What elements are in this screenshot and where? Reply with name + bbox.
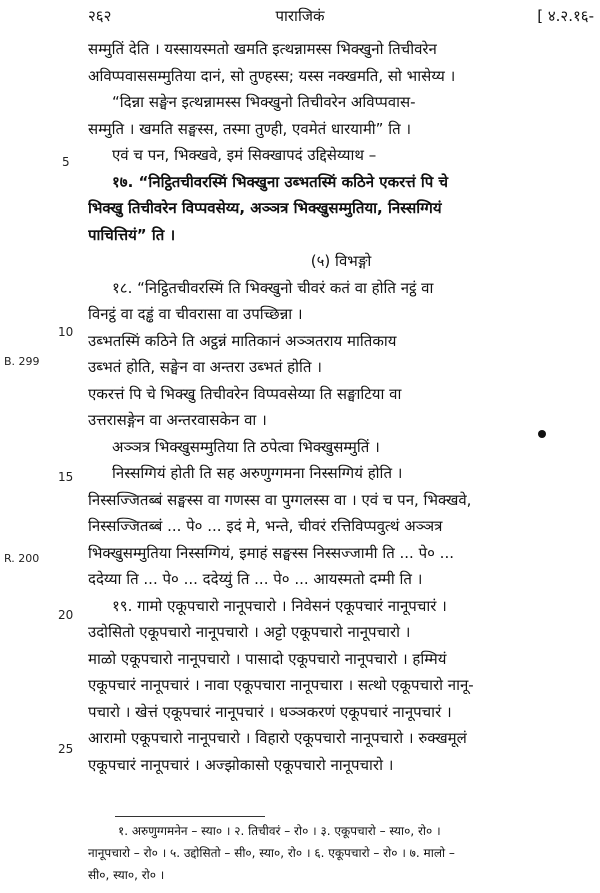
text-line: उदोसितो एकूपचारो नानूपचारो । अट्टो एकूपचारो नानूपचारो । [88, 623, 411, 641]
text-line: एवं च पन, भिक्खवे, इमं सिक्खापदं उद्दिसेय्याथ – [112, 146, 377, 164]
margin-line-number: 15 [58, 470, 74, 484]
text-line: उब्भतं होति, सङ्घेन वा अन्तरा उब्भतं होति । [88, 358, 322, 376]
page-header [0, 6, 600, 30]
footnote-rule [115, 816, 265, 817]
text-line: निस्सज्जितब्बं ... पे० ... इदं मे, भन्ते, चीवरं रत्तिविप्पवुत्थं अञ्ञत्र [88, 517, 443, 535]
section-heading: (५) विभङ्गो [310, 252, 372, 270]
text-line: विनट्ठं वा दड्ढं वा चीवरासा वा उपच्छिन्ना । [88, 305, 303, 323]
margin-line-number: 25 [58, 742, 74, 756]
margin-line-number: 10 [58, 325, 74, 339]
text-line: सम्मुति । खमति सङ्घस्स, तस्मा तुण्ही, एवमेतं धारयामी” ति । [88, 119, 412, 138]
text-line: निस्सग्गियं होती ति सह अरुणुग्गमना निस्सग्गियं होति । [112, 464, 403, 482]
rule-text-line: भिक्खु तिचीवरेन विप्पवसेय्य, अञ्ञत्र भिक्खुसम्मुतिया, निस्सग्गियं [88, 199, 442, 217]
edition-reference: R. 200 [4, 552, 40, 565]
text-line: निस्सज्जितब्बं सङ्घस्स वा गणस्स वा पुग्गलस्स वा । एवं च पन, भिक्खवे, [88, 490, 472, 509]
text-line: माळो एकूपचारो नानूपचारो । पासादो एकूपचारो नानूपचारो । हम्मियं [88, 649, 447, 668]
text-line: १८. “निट्ठितचीवरस्मिं ति भिक्खुनो चीवरं कतं वा होति नट्ठं वा [112, 278, 434, 297]
text-line: “दिन्ना सङ्घेन इत्थन्नामस्स भिक्खुनो तिचीवरेन अविप्पवास- [112, 93, 416, 111]
text-line: एकूपचारं नानूपचारं । नावा एकूपचारा नानूपचारा । सत्थो एकूपचारो नानू- [88, 676, 474, 694]
rule-text-line: १७. “निट्ठितचीवरस्मिं भिक्खुना उब्भतस्मिं कठिने एकरत्तं पि चे [112, 172, 448, 191]
text-line: ददेय्या ति ... पे० ... ददेय्युं ति ... पे० ... आयस्मतो दम्मी ति । [88, 570, 423, 588]
text-line: आरामो एकूपचारो नानूपचारो । विहारो एकूपचारो नानूपचारो । रुक्खमूलं [88, 729, 467, 747]
edition-reference: B. 299 [4, 355, 40, 368]
footnote-line: नानूपचारो – रो० । ५. उद्दोसितो – सी०, स्या०, रो० । ६. एकूपचारो – रो० । ७. मालो – [88, 846, 455, 860]
margin-line-number: 20 [58, 608, 74, 622]
footnote-line: १. अरुणुग्गमनेन – स्या० । २. तिचीवरं – रो० । ३. एकूपचारो – स्या०, रो० । [118, 824, 441, 838]
section-reference: [ ४.२.१६- [537, 7, 594, 25]
text-line: अञ्ञत्र भिक्खुसम्मुतिया ति ठपेत्वा भिक्खुसम्मुतिं । [112, 437, 380, 456]
ink-dot [538, 430, 546, 438]
text-line: एकरत्तं पि चे भिक्खु तिचीवरेन विप्पवसेय्या ति सङ्घाटिया वा [88, 384, 402, 403]
page-title: पाराजिकं [275, 7, 325, 25]
text-line: उब्भतस्मिं कठिने ति अट्ठन्नं मातिकानं अञ्ञतराय मातिकाय [88, 331, 397, 350]
text-line: १९. गामो एकूपचारो नानूपचारो । निवेसनं एकूपचारं नानूपचारं । [112, 596, 447, 615]
margin-line-number: 5 [62, 155, 70, 169]
text-line: पचारो । खेत्तं एकूपचारं नानूपचारं । धञ्ञकरणं एकूपचारं नानूपचारं । [88, 702, 452, 721]
rule-text-line: पाचित्तियं” ति । [88, 225, 176, 244]
page-number: २६२ [88, 7, 112, 25]
text-line: एकूपचारं नानूपचारं । अज्झोकासो एकूपचारो नानूपचारो । [88, 755, 394, 774]
text-line: उत्तरासङ्गेन वा अन्तरवासकेन वा । [88, 411, 267, 429]
footnotes [88, 820, 594, 886]
page-body [88, 36, 594, 778]
text-line: भिक्खुसम्मुतिया निस्सग्गियं, इमाहं सङ्घस्स निस्सज्जामी ति ... पे० ... [88, 543, 454, 562]
text-line: अविप्पवाससम्मुतिया दानं, सो तुण्हस्स; यस्स नक्खमति, सो भासेय्य । [88, 66, 456, 85]
footnote-line: सी०, स्या०, रो० । [88, 868, 165, 882]
text-line: सम्मुतिं देति । यस्सायस्मतो खमति इत्थन्नामस्स भिक्खुनो तिचीवरेन [88, 40, 437, 58]
